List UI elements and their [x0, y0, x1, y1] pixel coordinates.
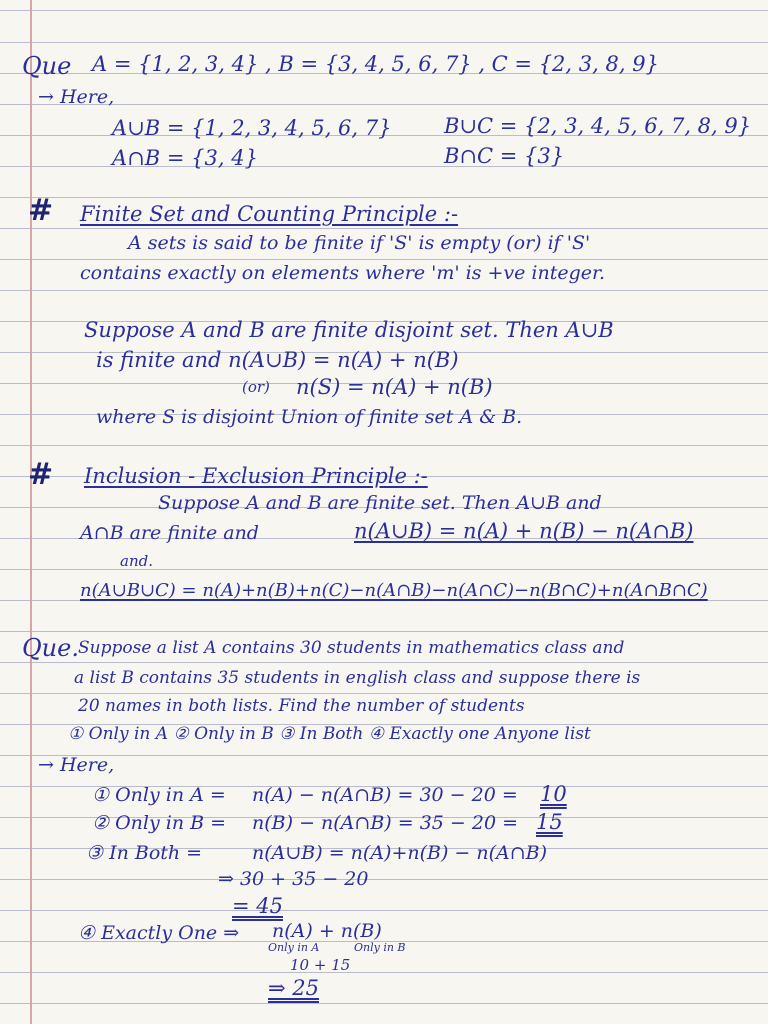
set-definitions: A = {1, 2, 3, 4} , B = {3, 4, 5, 6, 7} , C = {2, 3, 8, 9} [92, 52, 659, 76]
here-arrow: → Here, [38, 86, 115, 108]
question-options: ① Only in A ② Only in B ③ In Both ④ Exactly one Anyone list [68, 724, 591, 744]
section-heading-inclusion: Inclusion - Exclusion Principle :- [84, 464, 428, 488]
question-label: Que [22, 52, 72, 80]
union-bc: B∪C = {2, 3, 4, 5, 6, 7, 8, 9} [444, 114, 752, 138]
step-2-formula: n(B) − n(A∩B) = 35 − 20 = [252, 812, 518, 834]
section-hash: # [28, 457, 54, 492]
step-2-result: 15 [536, 810, 563, 834]
step-2-label: ② Only in B = [92, 812, 227, 834]
step-3-label: ③ In Both = [86, 842, 203, 864]
suppose-line-1: Suppose A and B are finite disjoint set. Then A∪B [84, 318, 614, 342]
section-hash: # [28, 193, 54, 228]
three-set-formula: n(A∪B∪C) = n(A)+n(B)+n(C)−n(A∩B)−n(A∩C)−n(B∩C)+n(A∩B∩C) [80, 580, 708, 601]
step-4-result: ⇒ 25 [268, 976, 319, 1000]
step-4-note-a: Only in A [268, 941, 320, 954]
step-1-formula: n(A) − n(A∩B) = 30 − 20 = [252, 784, 518, 806]
bleed-through-text [250, 18, 255, 37]
where-line: where S is disjoint Union of finite set A & B. [96, 406, 523, 428]
step-1-label: ① Only in A = [92, 784, 226, 806]
or-label: (or) [242, 378, 270, 396]
step-4-label: ④ Exactly One ⇒ [78, 922, 240, 944]
step-1-result: 10 [540, 782, 567, 806]
definition-line-2: contains exactly on elements where 'm' is +ve integer. [80, 262, 606, 284]
intersection-ab: A∩B = {3, 4} [112, 146, 258, 170]
union-ab: A∪B = {1, 2, 3, 4, 5, 6, 7} [112, 116, 392, 140]
step-3-substitution: ⇒ 30 + 35 − 20 [218, 868, 369, 890]
problem-line-3: 20 names in both lists. Find the number of students [78, 696, 525, 716]
definition-line-1: A sets is said to be finite if 'S' is empty (or) if 'S' [128, 232, 591, 254]
step-4-formula: n(A) + n(B) [272, 920, 382, 942]
two-set-formula: n(A∪B) = n(A) + n(B) − n(A∩B) [354, 519, 694, 543]
step-4-note-b: Only in B [354, 941, 406, 954]
here-arrow: → Here, [38, 754, 115, 776]
question-label: Que. [22, 634, 79, 662]
step-3-formula: n(A∪B) = n(A)+n(B) − n(A∩B) [252, 842, 548, 864]
step-3-result: = 45 [232, 894, 283, 918]
section-heading-finite: Finite Set and Counting Principle :- [80, 202, 459, 226]
suppose-line-2: is finite and n(A∪B) = n(A) + n(B) [96, 348, 459, 372]
ns-formula: n(S) = n(A) + n(B) [296, 375, 493, 399]
inclusion-line-2a: A∩B are finite and [80, 522, 259, 544]
problem-line-1: Suppose a list A contains 30 students in mathematics class and [78, 638, 625, 658]
intersection-bc: B∩C = {3} [444, 144, 565, 168]
and-label: and. [120, 552, 153, 570]
problem-line-2: a list B contains 35 students in english class and suppose there is [74, 668, 641, 688]
step-4-substitution: 10 + 15 [290, 956, 351, 974]
inclusion-line-1: Suppose A and B are finite set. Then A∪B and [158, 492, 602, 514]
